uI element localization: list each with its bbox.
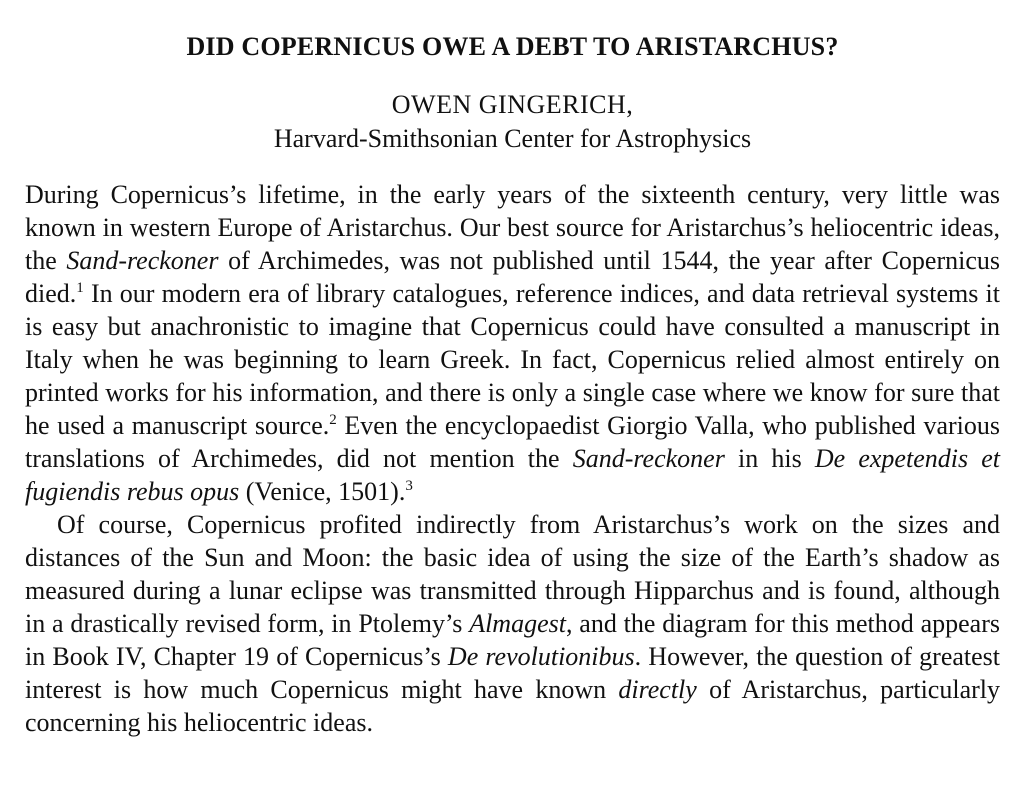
- italic-title: De revolutionibus: [447, 642, 635, 671]
- author-name: OWEN GINGERICH,: [391, 90, 634, 119]
- author-affiliation: Harvard-Smithsonian Center for Astrophysics: [273, 124, 752, 153]
- paragraph-text: . However, the question of greatest interest is how much Copernicus might have known: [25, 642, 1001, 704]
- paragraph-text: of Archimedes, was not published until 1544, the year after Copernicus died.: [25, 246, 1000, 308]
- paragraph-text: in his: [724, 444, 815, 473]
- body-paragraph-2: [25, 508, 1000, 739]
- footnote-marker: 3: [405, 478, 413, 494]
- italic-title: Sand-reckoner: [66, 246, 219, 275]
- paragraph-text: Of course, Copernicus profited indirectly from Aristarchus’s work on the sizes and distances of the Sun and Moon: the basic idea of using the size of the Earth’s shadow as measured during a lunar eclipse was transmitted through Hipparchus and is found, although in a drastically revised form, in Ptolemy’s: [25, 510, 1000, 638]
- italic-title: De expetendis et fugiendis rebus opus: [25, 444, 1000, 506]
- paragraph-text: (Venice, 1501).: [239, 477, 406, 506]
- paragraph-text: In our modern era of library catalogues, reference indices, and data retrieval systems it is easy but anachronistic to imagine that Copernicus could have consulted a manuscript in Italy when he was beginning to learn Greek. In fact, Copernicus relied almost entirely on printed works for his information, and there is only a single case where we know for sure that he used a manuscript source.: [25, 279, 1000, 440]
- footnote-marker: 1: [76, 280, 84, 296]
- paragraph-text: of Aristarchus, particularly concerning his heliocentric ideas.: [25, 675, 1000, 737]
- body-paragraph-1: [25, 178, 1000, 508]
- paragraph-text: Even the encyclopaedist Giorgio Valla, who published various translations of Archimedes, did not mention the: [25, 411, 1000, 473]
- paragraph-text: During Copernicus’s lifetime, in the early years of the sixteenth century, very little was known in western Europe of Aristarchus. Our best source for Aristarchus’s heliocentric ideas, the: [25, 180, 1000, 275]
- article-page: [25, 30, 1000, 739]
- italic-emphasis: directly: [618, 675, 697, 704]
- paragraph-text: , and the diagram for this method appears in Book IV, Chapter 19 of Copernicus’s: [25, 609, 1000, 671]
- italic-title: Sand-reckoner: [572, 444, 725, 473]
- italic-title: Almagest: [469, 609, 566, 638]
- article-title: DID COPERNICUS OWE A DEBT TO ARISTARCHUS?: [186, 32, 839, 61]
- footnote-marker: 2: [329, 412, 337, 428]
